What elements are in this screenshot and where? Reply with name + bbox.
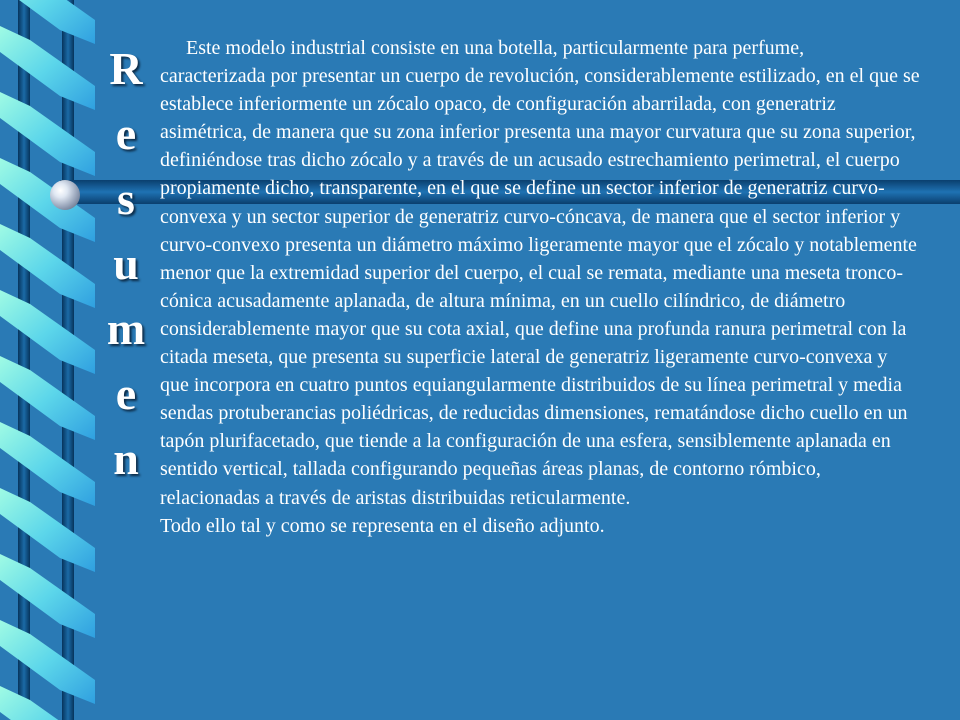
ribbon-segment [0, 620, 95, 704]
ribbon-segment [0, 92, 95, 176]
closing-paragraph: Todo ello tal y como se representa en el diseño adjunto. [160, 514, 605, 537]
title-letter: e [115, 108, 137, 159]
ribbon-segment [0, 26, 95, 110]
title-letter: R [109, 43, 143, 94]
ribbon-segment [0, 422, 95, 506]
title-letter: u [113, 238, 139, 289]
ribbon-segment [0, 488, 95, 572]
ribbon-segment [0, 224, 95, 308]
title-letter: n [113, 433, 139, 484]
ribbon-segment [0, 356, 95, 440]
body-paragraph: Este modelo industrial consiste en una botella, particularmente para perfume, caracterizada por presentar un cuerpo de revolución, considerablemente estilizado, en el que se establece inferiormente un zócalo opaco, de configuración abarrilada, con generatriz asimétrica, de manera que su zona inferior presenta una mayor curvatura que su zona superior, definiéndose tras dicho zócalo y a través de un acusado estrechamiento perimetral, el cuerpo propiamente dicho, transparente, en el que se define un sector inferior de generatriz curvo-convexa y un sector superior de generatriz curvo-cóncava, de manera que el sector inferior y curvo-convexo presenta un diámetro máximo ligeramente mayor que el zócalo y notablemente menor que la extremidad superior del cuerpo, el cual se remata, mediante una meseta tronco-cónica acusadamente aplanada, de altura mínima, en un cuello cilíndrico, de diámetro considerablemente mayor que su cota axial, que define una profunda ranura perimetral con la citada meseta, que presenta su superficie lateral de generatriz ligeramente curvo-convexa y que incorpora en cuatro puntos equiangularmente distribuidos de su línea perimetral y media sendas protuberancias poliédricas, de reducidas dimensiones, rematándose dicho cuello en un tapón plurifacetado, que tiende a la configuración de una esfera, sensiblemente aplanada en sentido vertical, tallada configurando pequeñas áreas planas, de contorno rómbico, relacionadas a través de aristas distribuidas reticularmente. [160, 37, 920, 509]
sphere-knob [50, 180, 80, 210]
ribbon-segment [0, 290, 95, 374]
body-text-block [160, 34, 920, 540]
ribbon-segment [0, 554, 95, 638]
title-letter: m [106, 303, 146, 354]
title-letter: s [117, 173, 135, 224]
title-letter: e [115, 368, 137, 419]
vertical-title [96, 40, 156, 495]
